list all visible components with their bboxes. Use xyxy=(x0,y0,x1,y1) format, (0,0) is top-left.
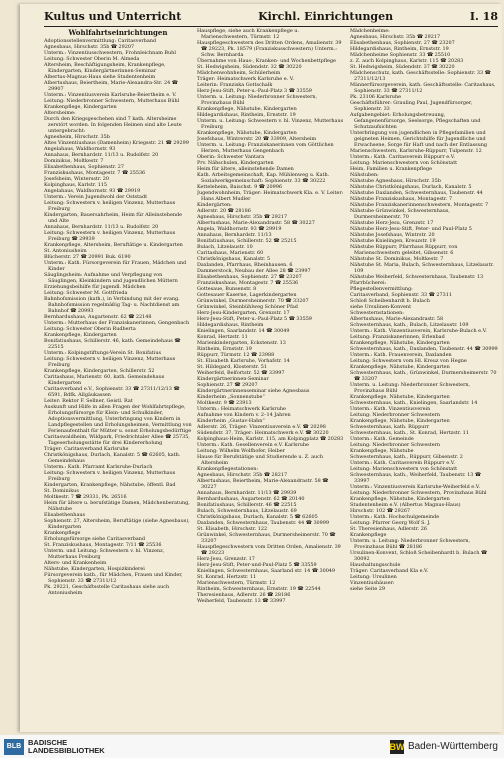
directory-entry: Altersheim, Beschäftigungsheim, Krankenpflege, Kindergarten, Kindergärtnerinnen-Seminar xyxy=(44,62,166,74)
directory-entry: Hauspflegeschwestern des Dritten Ordens, Amalienstr. 39 ☎ 29223, Pk. 18579 (Franziskusschwestern) Unterm.: Schw. Bernharda xyxy=(197,40,342,58)
viewer-footer xyxy=(0,735,504,758)
directory-entry: Hirschstr. 102 ☎ 29267 xyxy=(350,508,411,514)
directory-entry: Träger: Caritasverband Kla e.V. xyxy=(350,568,429,574)
directory-entry: Unterm.: Kath. Caritasverein Rüppurr e.V. xyxy=(350,460,455,466)
directory-entry: Franziskushaus, Montagestr. 7 ☎ 25536 xyxy=(44,170,146,176)
directory-entry: Bonifatiushaus, Schillerstr. 46 ☎ 22515 xyxy=(197,502,297,508)
directory-entry: Gottesaue, Bunsenstr. 8 xyxy=(197,286,257,292)
directory-entry: Männerfürsorgeverein, kath. Geschäftsstelle: Caritashaus, Sophienstr. 33 ☎ 27311/12 xyxy=(350,82,496,94)
directory-entry: Nähstube Josefshaus, Wintrstr. 20 xyxy=(350,232,435,238)
directory-entry: Leiter: Rektor F. Sellner, Geistl. Rat xyxy=(44,398,133,404)
directory-entry: Albertushaus, Marie-Alexandrastr. 58 xyxy=(350,316,444,322)
directory-entry: Unterm.: Kath. Pfarramt Karlsruhe-Durlach xyxy=(44,464,153,470)
directory-entry: Albertushaus, Marie-Alexandrastr. 58 ☎ 30227 xyxy=(197,220,315,226)
directory-entry: Nähstube St. Dominikus, Moltkestr. 7 xyxy=(350,256,444,262)
directory-entry: Kindergarten, Krankenpflege, Nähstube, öffentl. Bad xyxy=(44,482,176,488)
directory-entry: Leitung: Schwester Oberin Rudberta xyxy=(44,326,136,332)
text-columns xyxy=(44,28,498,728)
directory-entry: St. Dominikus xyxy=(44,488,79,494)
directory-entry: Bulach, Schwesternhaus, Litzelaustr. 69 xyxy=(197,508,297,514)
directory-entry: Josefshaus, Wintrerstr. 20 ☎ 33909, Altersheim xyxy=(197,136,317,142)
directory-entry: Schwesternhaus, kath., Weiherfeld, Taubenstr. 13 ☎ 33997 xyxy=(350,472,482,484)
directory-entry: Hildegardishaus, Rintheim, Ernststr. 19 xyxy=(197,112,296,118)
directory-entry: Krankenpflege, Nähstube xyxy=(350,448,414,454)
directory-entry: Schwesternhaus, kath., St. Konrad, Hertzstr. 11 xyxy=(350,430,469,436)
directory-entry: Pfarrbücherei: xyxy=(350,280,387,286)
directory-entry: Unterm. u. Leitung: Schwestern v. hl. Vinzenz, Mutterhaus Freiburg xyxy=(197,118,344,130)
directory-entry: Unterm.: Kath. Gesellenverein e.V. Karlsruhe xyxy=(197,442,309,448)
directory-entry: Bernhardushaus, Augartenstr. 62 ☎ 22148 xyxy=(44,314,152,320)
directory-entry: Unterm. und Leitung: Schwestern v. hl. Vinzenz, Mutterhaus Freiburg xyxy=(44,548,165,560)
directory-entry: Leiterin: Franziska Gottschalk xyxy=(197,82,273,88)
directory-entry: Krankenpflege, Nähstube, Kindergarten xyxy=(350,340,450,346)
directory-entry: Schwesternhaus, kath., Daxlanden, Taubenstr. 44 ☎ 30999 xyxy=(350,346,498,352)
directory-entry: Nähstube Daxlanden, Schwesternhaus, Taubenstr. 44 xyxy=(350,190,483,196)
directory-entry: Mädchenwohnheim, Schülerheim xyxy=(197,70,281,76)
directory-entry: Herz-Jesu-Kindergarten, Grenzstr. 17 xyxy=(197,310,290,316)
directory-entry: Kolpinghaus, Karlstr. 115 xyxy=(44,182,108,188)
directory-entry: Ursulinen-Konvent, Schloß Scheibenhardt b. Bulach ☎ 30092 xyxy=(350,550,488,562)
directory-entry: Hauspflege, siehe auch Krankenpflege u. Marienschwestern, Türmstr. 12 xyxy=(197,28,299,40)
directory-entry: Leitung: Niederbronner Schwestern, Provinzhaus Bühl xyxy=(350,490,487,496)
directory-entry: Nähstube Franziskanerinnenschwestern, Montagestr. 7 xyxy=(350,202,489,208)
directory-entry: Leitung: Schwestern v. heiligen Vinzenz, Mutterhaus Freiburg xyxy=(44,470,176,482)
directory-entry: Kindergärtnerinnen-Seminar xyxy=(197,376,269,382)
directory-entry: Gottesauer Kaserne, Lagerkindergarten xyxy=(197,292,297,298)
page-header xyxy=(44,10,498,27)
directory-entry: Mädchenheime Sophienstr. 33 ☎ 25510 xyxy=(350,52,451,58)
directory-entry: Kindergarten, Bauersahrheim, Heim für Alleinstehende und Alte xyxy=(44,212,183,224)
directory-entry: Kindergärtnerinnenseminar siehe Agnesbaus xyxy=(197,388,310,394)
directory-entry: Daxlanden, Pfarrhaus, Rheinhausen. 6 xyxy=(197,262,293,268)
directory-entry: Kinderheim „Sonnenstube“ xyxy=(197,394,265,400)
directory-entry: Studentenheim e.V. (Albertus Magnus-Haus) xyxy=(350,502,461,508)
directory-entry: Albertushaus, Beiertheim, Marie-Alexandrastr. 58 ☎ 30227 xyxy=(197,478,329,490)
directory-entry: Altersheime: xyxy=(44,110,76,116)
directory-entry: Christkönigshaus, Kanalstr. 5 xyxy=(197,256,271,262)
directory-entry: Annahaus, Bernhardstr. 11/13 ☎ 29939 xyxy=(197,490,297,496)
directory-entry: Krankenpflege, Kindergarten, Schillerstr. 52 xyxy=(44,368,155,374)
blb-branding xyxy=(0,739,105,755)
directory-entry: Leitung: Niederbronner Schwestern xyxy=(350,412,441,418)
directory-entry: Leitung: Schwester M. Gottfrieda xyxy=(44,290,128,296)
directory-entry: Bernhardushaus, Augartenstr. 62 ☎ 20140 xyxy=(197,496,305,502)
directory-entry: Nähstube Weiherfeld, Schwesternhaus, Taubenstr. 13 xyxy=(350,274,484,280)
directory-entry: Schwesternhaus, kath., Bulach, Litzelaustr. 109 xyxy=(350,322,469,328)
directory-entry: Leitung: Schwester Oberin M. Almeda xyxy=(44,56,140,62)
directory-entry: Nähstube Christkönigshaus, Durlach, Kanalstr. 5 xyxy=(350,184,472,190)
directory-entry: Nähstuben: xyxy=(350,172,379,178)
directory-entry: Agnesbaus, Hirschstr. 35b ☎ 29207 xyxy=(44,44,135,50)
directory-entry: Mädchenheime: xyxy=(350,28,390,34)
directory-entry: Unterm.: Vinzentiusverein Karlsruhe-Weiherfeld e.V. xyxy=(350,484,480,490)
directory-entry: Bulach, Litzelaustr. 10 xyxy=(197,244,253,250)
directory-entry: Nähstube Herz-Jesu, Grenzstr. 17 xyxy=(350,220,434,226)
directory-entry: Krankenpflegestationen: xyxy=(197,466,259,472)
directory-entry: siehe Seite 29 xyxy=(350,586,386,592)
directory-entry: Hauspflegeschwestern vom Dritten Orden, Amalienstr. 39 ☎ 29223 xyxy=(197,544,341,556)
directory-entry: Krankenpflege, Nähstube, Kindergarten xyxy=(197,130,297,136)
directory-entry: Unterm.: Kath. Vinzentiusverein, Karlsruhe-Bulach e.V. xyxy=(350,328,487,334)
directory-entry: Unterm. u. Leitung: Niederbronner Schwestern, Provinzhaus Bühl ☎ 28186 xyxy=(350,538,471,550)
directory-entry: Erziehungsbeihilfe für jugendl. Mädchen xyxy=(44,284,146,290)
directory-entry: Nähstube St. Maria, Bulach, Schwesternhaus, Litzelaustr. 109 xyxy=(350,262,494,274)
directory-entry: Herz-Jesu-Stift, Peter-u.-Paul-Platz 5 ☎ 33559 xyxy=(197,316,312,322)
directory-entry: Unterm.: Kath. Hochschulgemeinde xyxy=(350,514,440,520)
directory-entry: Krankenpflege xyxy=(44,530,81,536)
directory-entry: Rüppurr, Türmstr. 12 ☎ 23988 xyxy=(197,352,275,358)
directory-entry: Unterm.: Mutterhaus der Franziskanerinnen, Gengenbach xyxy=(44,320,190,326)
directory-entry: Christkönigshaus, Durlach, Kanalstr. 5 ☎ 62605 xyxy=(197,514,318,520)
directory-entry: Leitung: Schwestern v. heiligen Vinzenz, Mutterhaus Freiburg ☎ 29939 xyxy=(44,230,176,242)
directory-entry: Sophienstr. 27, Altersheim, Beruftätige (siehe Agnesbaus), Kindergarten xyxy=(44,518,190,530)
directory-entry: Oberin: Schwester Vantara xyxy=(197,154,265,160)
column-3 xyxy=(350,28,498,728)
directory-entry: Albertus-Magnus-Haus siehe Studentenheim xyxy=(44,74,156,80)
directory-entry: Daxlanden, Schwesternhaus, Taubenstr. 44 ☎ 30999 xyxy=(197,520,330,526)
directory-entry: Bonifatiushaus, Schillerstr. 52 ☎ 25215 xyxy=(197,238,297,244)
directory-entry: Josefsheim, Wintersstr. 20 xyxy=(44,176,109,182)
directory-entry: Kindergärten: xyxy=(197,202,232,208)
directory-entry: Mädchenschutz, kath. Geschäftsstelle: Sophienstr. 33 ☎ 27311/12/13 xyxy=(350,70,491,82)
directory-entry: Leitung: Schwestern v. heiligen Vinzenz, Mutterhaus Freiburg xyxy=(44,356,176,368)
directory-entry: Aufgabengebiet: Erholungsbetreuung, Gefangenenfürsorge, Seelsorge, Pflegschaften und Schutzaufsichten xyxy=(350,112,481,130)
directory-entry: Moltkestr. 9 ☎ 23913 xyxy=(197,400,252,406)
directory-entry: Annahaus, Bernhardstr. 11/13 u. Rudolfstr. 20 xyxy=(44,152,159,158)
directory-entry: Unterm.: Kath. Caritasverein Rüppurr e.V. xyxy=(350,154,455,160)
directory-entry: Grünwinkel, Steinbühlweg Schöner Pfad xyxy=(197,304,298,310)
directory-entry: Leitung: Schwestern v. heiligen Vinzenz, Mutterhaus Freiburg xyxy=(44,200,176,212)
directory-entry: Heim für ältere u. berufstätige Damen, Mädchenberatung, Nähstube xyxy=(44,500,190,512)
directory-entry: Übernahme von Haus-, Kranken- und Wochenbettpflege xyxy=(197,58,336,64)
header-left: Kultus und Unterricht xyxy=(44,10,182,23)
blb-name-line2: LANDESBIBLIOTHEK xyxy=(28,745,105,755)
directory-entry: z. Z. auch Kolpinghaus, Karlstr. 115 ☎ 20283 xyxy=(350,58,464,64)
directory-entry: Blücherstr. 27 ☎ 20991 Buk. 6190 xyxy=(44,254,131,260)
directory-entry: Durch den Kriegsgeschehen sind 7 kath. Altersheime zerstört worden. In folgenden Heimen sind alte Leute untergebracht: xyxy=(44,116,182,134)
directory-entry: Erholungsfürsorge siehe Caritasverband xyxy=(44,536,146,542)
directory-entry: Schwesternstationen: xyxy=(350,310,404,316)
directory-entry: Leitung: Niederbronner Schwestern, Mutterhaus Bühl xyxy=(44,98,180,104)
directory-entry: Krankenpflege, Nähstube, Kindergarten xyxy=(350,394,450,400)
blb-name-line1: BADISCHE xyxy=(28,737,68,747)
directory-entry: Pk. 29221, Geschäftsstelle Caritashaus siehe auch Antoniusheim xyxy=(44,584,170,596)
directory-entry: Träger: Heimatschwerk Karlsruhe e. V. xyxy=(197,76,294,82)
directory-entry: Altes Vinzentiushaus (Damenheim) Kriegsstr. 21 ☎ 29299 xyxy=(44,140,189,146)
directory-entry: Krankenpflege, Nähstube, Kindergarten xyxy=(350,364,450,370)
directory-entry: Unterm. u. Leitung: Niederbronner Schwestern, Provinzhaus Bühl xyxy=(197,94,318,106)
directory-entry: Leitung: Pfarrer Georg Wolf S. J. xyxy=(350,520,431,526)
directory-entry: Schwesternhaus, kath., Knielingen, Saarlandstr. 14 xyxy=(350,400,478,406)
directory-entry: Herz-Jesu-Stift, Peter-und-Paul-Platz 5 ☎ 33559 xyxy=(197,562,317,568)
directory-entry: Schloß Scheibenhardt b. Bulach xyxy=(350,298,430,304)
directory-entry: Nähstube Grünwinkel, Schwesternhaus, Durmersheimerstr. 70 xyxy=(350,208,450,220)
directory-entry: Caritashaus, Marienstr. 60, kath. Gemeindehaus Kindergarten xyxy=(44,374,165,386)
directory-entry: Christkönigshaus, Durlach, Kanalstr. 5 ☎ 62605, kath. Gemeindehaus xyxy=(44,452,181,464)
directory-entry: Franziskushaus, Montagestr. 7 ☎ 25536 xyxy=(197,280,299,286)
directory-entry: Unterm.: Kath. Frauenverein, Daxlanden xyxy=(350,352,452,358)
directory-entry: Kinderheim „Gustav-Hahn“ xyxy=(197,418,265,424)
directory-entry: St. Hedwigsheim, Südendstr. 37 ☎ 30220 xyxy=(350,64,455,70)
directory-entry: Leitung: Wilhelm Wolfhofer, Heiber xyxy=(197,448,285,454)
directory-entry: siehe Ursulinen-Konvent xyxy=(350,304,412,310)
directory-entry: Unterm.: Vinzentiusverein Karlsruhe-Beiertheim e. V. xyxy=(44,92,177,98)
directory-entry: Unterm.: Kath. Vinzentiusverein xyxy=(350,406,431,412)
directory-entry: St. Elisabeth Karlsruhe, Vorhafstr. 14 xyxy=(197,358,290,364)
header-center: Kirchl. Einrichtungen xyxy=(258,10,394,23)
directory-entry: Leitung: Niederbronner Schwestern xyxy=(350,442,441,448)
directory-entry: Krankenpflege, Nähstube, Kindergarten xyxy=(350,496,450,502)
directory-entry: Krankenpflege, Kindergarten xyxy=(44,104,117,110)
directory-entry: Unterm.: Verein Jugendwohl der Oststadt xyxy=(44,194,148,200)
directory-entry: Leitung: Ursulinen xyxy=(350,574,397,580)
directory-entry: Agnesheim, Hirschstr. 35b xyxy=(44,134,110,140)
directory-entry: St. Konrad, Hertzstr. 11 xyxy=(197,574,257,580)
directory-entry: Unterm. u. Leitung: Niederbronner Schwestern, Provinzhaus Bühl xyxy=(350,382,471,394)
header-right: I. 18 xyxy=(469,10,498,23)
directory-entry: St. Theresienhaus, Adlerstr. 26 xyxy=(350,526,427,532)
directory-entry: Angelahaus, Waldhornstr. 93 xyxy=(44,146,116,152)
directory-entry: Elisabethenhaus, Sophienstr. 27 ☎ 23207 xyxy=(197,274,302,280)
directory-entry: Nähstube Knielingen, Kreuzstr. 19 xyxy=(350,238,436,244)
directory-entry: Moltkestr. 7 ☎ 29331, Pk. 26516 xyxy=(44,494,127,500)
column-2-entries xyxy=(197,28,345,604)
directory-entry: Aufnahme von Kindern v. 2–14 Jahren xyxy=(197,412,291,418)
directory-entry: Elisabethenhaus, Sophienstr. 27 ☎ 23207 xyxy=(350,40,455,46)
directory-entry: Angela, Waldhornstr. 93 ☎ 29919 xyxy=(197,226,282,232)
bw-branding xyxy=(390,740,504,754)
directory-entry: Leitung: Schwestern vom Hl. Kreuz von Hegne xyxy=(350,358,467,364)
directory-entry: Pk. 23106 Karlsruhe xyxy=(350,94,401,100)
directory-entry: Elisabethenhaus xyxy=(44,512,86,518)
directory-entry: Hause für Berufstätige und Studierende u. Z. auch Altersheim xyxy=(197,454,324,466)
directory-entry: Agnesbaus, Hirschstr. 35b ☎ 29217 xyxy=(197,214,288,220)
directory-entry: Nähstube Agnesbaus, Hirschstr. 35b xyxy=(350,178,441,184)
directory-entry: Herz-Jesu-Stift, Peter-u.-Paul-Platz 3 ☎ 33559 xyxy=(197,88,312,94)
directory-entry: Leitung: Marienschwestern von Schönstatt xyxy=(350,160,458,166)
directory-entry: Leitung: Franziskanerinnen, Erlenbad xyxy=(350,334,445,340)
directory-entry: Herz-Jesu, Grenzstr. 17 xyxy=(197,556,255,562)
bw-name: Baden-Württemberg xyxy=(407,741,498,752)
column-3-entries xyxy=(350,28,498,592)
directory-entry: Krankenpflege xyxy=(350,532,387,538)
directory-entry: Pflegestellenvermittlung: xyxy=(350,286,413,292)
directory-entry: Hildegardishaus, Rintheim xyxy=(197,322,264,328)
directory-entry: St. Hedwigsheim, Südendstr. 32 ☎ 30220 xyxy=(197,64,302,70)
directory-entry: Annahaus, Bernhardstr. 11/13 u. Rudolfstr. 20 xyxy=(44,224,159,230)
directory-entry: Marienschwestern, Karlsruhe-Rüppurr, Tulpenstr. 12 xyxy=(350,148,482,154)
directory-entry: Nähstube Franziskushaus, Montagestr. 7 xyxy=(350,196,452,202)
column-2 xyxy=(197,28,345,728)
directory-entry: Kath. Arbeitsgemeinschaft, Kap. Mühlenweg u. Kath. Sozialwerkgemeinschaft: Sophienstr. 33 ☎ 30222 xyxy=(197,172,330,184)
directory-entry: Schwesternhaus, kath., Grünwinkel, Durmersheimerstr. 70 ☎ 33207 xyxy=(350,370,497,382)
directory-entry: Annahaus, Bernhardstr. 11/13 xyxy=(197,232,272,238)
column-1 xyxy=(44,28,192,728)
directory-entry: Rintheim, Schwesternhaus, Ernststr. 19 ☎ 22544 xyxy=(197,586,321,592)
directory-entry: Krankenpflege, Altersheim, Beruftätige u. Kindergarten xyxy=(44,242,183,248)
directory-entry: Krankenpflege, Nähstube, Kindergarten xyxy=(197,106,297,112)
directory-entry: Konrad, Hertzstr. 11 xyxy=(197,334,248,340)
directory-entry: Angelahaus, Waldhornstr. 93 ☎ 29919 xyxy=(44,188,141,194)
directory-entry: Albertushaus, Beiertheim, Marie-Alexandra-Str. 24 ☎ 29907 xyxy=(44,80,178,92)
directory-entry: Heim, Familien u. Krankenpflege xyxy=(350,166,433,172)
directory-entry: Marienschwestern, Türmstr. 12 xyxy=(197,580,276,586)
directory-entry: Auskunft und Hilfe in allen Fragen der Wohlfahrtspflege, Erholungsfürsorge für Klein- und Schulkinder, Adoptionsvermittlung, Unterbringung von Kindern in Landpflegestellen und Erholungsheimen, Vermittlung von Ferienaufenthalt für Mütter u. sonst Erholungsbedürftige xyxy=(44,404,192,434)
bw-logo: BW xyxy=(389,741,405,752)
directory-entry: Unterm.: Kath. Fürsorgeverein für Frauen, Mädchen und Kinder xyxy=(44,260,187,272)
directory-entry: Nähstube Rüppurr, Pfarrhaus Rüppurr, von Marienschwestern geleitet, Gibsenstr. 6 xyxy=(350,244,458,256)
directory-entry: St. Hildegard, Klosterstr. 51 xyxy=(197,364,267,370)
directory-entry: Heim für ältere, alleinstehende Damen xyxy=(197,166,294,172)
directory-entry: Weiherfeld, Belfortstr. 52 ☎ 33997 xyxy=(197,370,285,376)
directory-entry: Bonifatiushaus, Schillerstr. 46, kath. Gemeindehaus ☎ 22515 xyxy=(44,338,181,350)
directory-entry: Geschäftsführer: Grauling Paul, Jugendfürsorger, Sophienstr. 33 xyxy=(350,100,473,112)
directory-entry: Unterbringung von jugendlichen in Pflegefamilien und geigneten Heimen, Gerichtshilfe für Jugendliche und Erwachsene, Sorge für Haft und nach der Entlassung xyxy=(350,130,488,148)
directory-entry: Jugendwohnheim, Träger: Heimatschwerk Kla. e. V. Leiter: Hans Albert Mudler xyxy=(197,190,344,202)
directory-entry: Prv. Nähschulen, Kindergarten xyxy=(197,160,274,166)
directory-entry: Nähstube, Kindergarten, Hospizkinderei xyxy=(44,566,145,572)
directory-entry: Marienkindergarten, Eckstenstr. 13 xyxy=(197,340,286,346)
directory-entry: Agnesbaus, Hirschstr. 35b ☎ 28217 xyxy=(197,472,288,478)
directory-entry: Theresienhaus, Adlerstr. 26 ☎ 28186 xyxy=(197,592,291,598)
directory-entry: St. Franziskushaus, Montagestr. 7/11 ☎ 25536 xyxy=(44,542,162,548)
directory-entry: Schwesternhaus, kath., Rüppurr, Gibsenstr. 2 xyxy=(350,454,463,460)
blb-logo: BLB xyxy=(4,739,24,755)
directory-entry: Unterm. u. Leitung: Franziskanerinnen vom Göttlichen Herzen, Mutterhaus Gengenbach xyxy=(197,142,334,154)
directory-entry: Unterm.: Kath. Gemeinde xyxy=(350,436,414,442)
directory-entry: Hildegardishaus, Rintheim, Ernststr. 19 xyxy=(350,46,449,52)
directory-entry: Krankenpflege, Nähstube, Kindergarten xyxy=(350,418,450,424)
directory-entry: Knielingen, Schwesternhaus, Saarland str. 14 ☎ 30049 xyxy=(197,568,336,574)
directory-entry: Alters- und Krankenheim xyxy=(44,560,107,566)
directory-entry: Unterm.: Vinzentiusschwestern, Frohnleichnam Buhl xyxy=(44,50,176,56)
directory-entry: Caritasverband e.V., Sophienstr. 33 ☎ 27311/12/13 ☎ 6591, Bdfk. Allgäukassen xyxy=(44,386,180,398)
directory-entry: Adlerstr. 20 ☎ 28186 xyxy=(197,208,251,214)
directory-entry: Grünwinkel, Schwesternhaus, Durmersheimerstr. 70 ☎ 33207 xyxy=(197,532,336,544)
directory-entry: Nähstube Herz-Jesu-Stift, Peter- und Paul-Platz 5 xyxy=(350,226,472,232)
directory-entry: Agnesbaus, Hirschstr. 35b ☎ 29217 xyxy=(350,34,441,40)
directory-entry: Caritaswaldheim, Wildpark, Friedrichtaler Allee ☎ 25735, Tageserholungsstätte für drei Kindererholung xyxy=(44,434,190,446)
directory-entry: Krankenpflege, Kindergarten xyxy=(44,332,117,338)
directory-entry: Säuglingsheim: Aufnahme und Verpflegung von Säuglingen, Kleinkindern und jugendlichen Müttern xyxy=(44,272,178,284)
directory-entry: Ketteleheim, Baischst. 9 ☎ 20996 xyxy=(197,184,282,190)
directory-entry: Knielingen, Saarlandstr. 14 ☎ 30049 xyxy=(197,328,290,334)
column-1-entries xyxy=(44,38,192,596)
directory-entry: Kolpinghaus-Heim, Karlstr. 115, am Kolpingplatz ☎ 20283 xyxy=(197,436,344,442)
directory-entry: Leitung: Marienschwestern von Schönstatt xyxy=(350,466,458,472)
directory-entry: Dammerstock, Neubau der Allee 28 ☎ 23997 xyxy=(197,268,311,274)
directory-entry: Caritasverband, Sophienstr. 33 ☎ 27311 xyxy=(350,292,452,298)
blb-name xyxy=(28,739,105,755)
directory-entry: Fürsorgeverein kath., für Mädchen, Frauen und Kinder, Sophienstr. 33 ☎ 27311/12 xyxy=(44,572,183,584)
directory-entry: Adoptionsstellenvermittlung: Caritasverband xyxy=(44,38,157,44)
directory-entry: St. Elisabeth, Hirschstr. 122 xyxy=(197,526,268,532)
directory-entry: Träger: Caritasverband Karlsruhe xyxy=(44,446,129,452)
directory-entry: Rintheim, Ernststr. 19 xyxy=(197,346,252,352)
directory-entry: Adlerstr. 26, Träger: Vinzentiusverein e.V. ☎ 20298 xyxy=(197,424,326,430)
directory-entry: Caritashaus, Marienstr. 60 xyxy=(197,250,264,256)
directory-entry: Unterm.: Kolpingstiftungs-Verein St. Bonifatius xyxy=(44,350,161,356)
section-title: Wohlfahrtseinrichtungen xyxy=(68,28,168,37)
directory-entry: Sophienstr. 27 ☎ 29207 xyxy=(197,382,258,388)
directory-entry: St. Antoniusheim xyxy=(44,248,87,254)
directory-entry: Elisabethenhaus, Sophienstr. 27 xyxy=(44,164,124,170)
directory-entry: Unterm.: Heimatschwerk Karlsruhe xyxy=(197,406,286,412)
directory-entry: Dominikus, Moltkestr. 7 xyxy=(44,158,104,164)
directory-entry: Haushaltungsschule xyxy=(350,562,401,568)
directory-entry: Weiherfeld, Taubenstr. 13 ☎ 33997 xyxy=(197,598,286,604)
directory-entry: Schwesternhaus, kath. Rüppurr xyxy=(350,424,430,430)
directory-entry: Bahnhofsmission (kath.), in Verbindung mit der evang. Bahnhofsmission regelmäßig Tag- u. Nachtdienst am Bahnhof ☎ 20993 xyxy=(44,296,180,314)
directory-entry: Südendstr. 37, Träger: Heimatschwerk e.V. ☎ 30220 xyxy=(197,430,329,436)
directory-entry: Grünwinkel, Durmersheimerstr. 70 ☎ 33207 xyxy=(197,298,309,304)
directory-entry: Vinzentiushäuser: xyxy=(350,580,395,586)
